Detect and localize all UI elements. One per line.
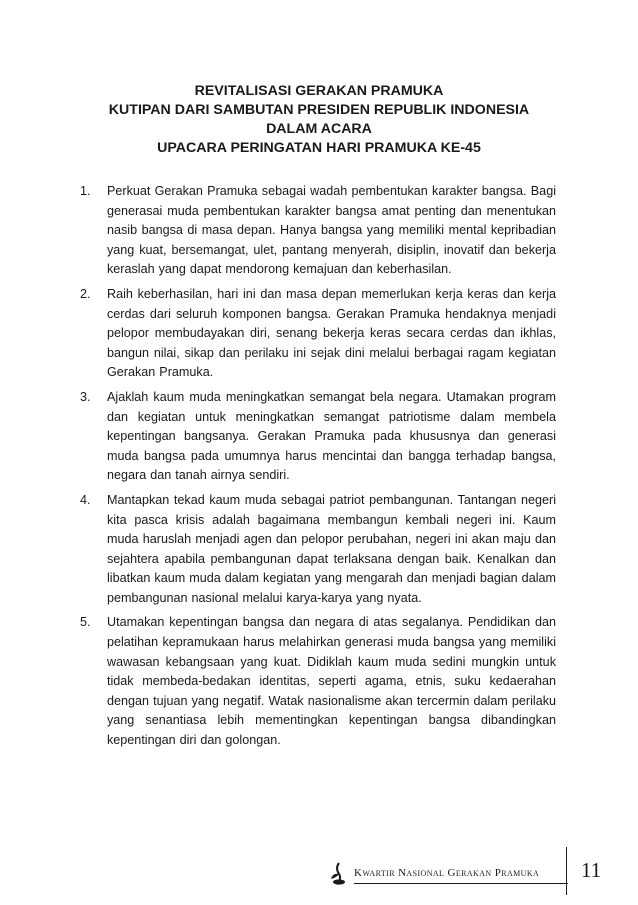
document-heading [40, 82, 598, 158]
list-item-text: Utamakan kepentingan bangsa dan negara di atas segalanya. Pendidikan dan pelatihan kepramukaan harus melahirkan generasi muda bangsa yang memiliki wawasan kebangsaan yang kuat. Didiklah kaum muda sedini mungkin untuk tidak membeda-bedakan identitas, seperti agama, etnis, suku kedaerahan dengan tujuan yang negatif. Watak nasionalisme akan tercermin dalam perilaku yang senantiasa lebih mementingkan kepentingan bangsa dibandingkan kepentingan diri dan golongan. [107, 615, 556, 748]
list-item [80, 491, 556, 609]
list-item-text: Mantapkan tekad kaum muda sebagai patriot pembangunan. Tantangan negeri kita pasca krisis adalah bagaimana membangun kembali negeri ini. Kaum muda haruslah menjadi agen dan pelopor perubahan, negeri ini akan maju dan sejahtera apabila pembangunan dapat terlaksana dengan baik. Kenalkan dan libatkan kaum muda dalam kegiatan yang mengarah dan menjadi bagian dalam pembangunan nasional melalui karya-karya yang nyata. [107, 492, 556, 605]
tunas-kelapa-logo-icon [328, 861, 350, 885]
list-item-text: Perkuat Gerakan Pramuka sebagai wadah pembentukan karakter bangsa. Bagi generasai muda pembentukan karakter bangsa amat penting dan menentukan nasib bangsa di masa depan. Hanya bangsa yang memiliki mental kepribadian yang kuat, bersemangat, ulet, pantang menyerah, disiplin, inovatif dan bekerja keraslah yang dapat mendorong kemajuan dan keberhasilan. [107, 184, 556, 277]
list-item-number: 5. [80, 615, 91, 630]
heading-line-3: DALAM ACARA [266, 121, 372, 137]
list-item-number: 4. [80, 492, 91, 507]
list-item-number: 1. [80, 184, 91, 198]
page-number: 11 [581, 858, 602, 882]
list-item-number: 3. [80, 389, 91, 404]
heading-line-4: UPACARA PERINGATAN HARI PRAMUKA KE-45 [157, 140, 481, 156]
list-item [80, 613, 556, 750]
footer-rule [354, 883, 568, 884]
list-item [80, 285, 556, 383]
list-item-text: Raih keberhasilan, hari ini dan masa depan memerlukan kerja keras dan kerja cerdas dari seluruh komponen bangsa. Gerakan Pramuka hendaknya menjadi pelopor membudayakan diri, senang bekerja keras secara cerdas dan ikhlas, bangun nilai, sikap dan perilaku ini sejak dini melalui berbagai ragam kegiatan Gerakan Pramuka. [107, 286, 556, 380]
heading-line-2: KUTIPAN DARI SAMBUTAN PRESIDEN REPUBLIK INDONESIA [108, 102, 530, 118]
list-item-text: Ajaklah kaum muda meningkatkan semangat bela negara. Utamakan program dan kegiatan untuk meningkatkan semangat patriotisme dalam membela kepentingan bangsanya. Gerakan Pramuka pada khususnya dan generasi muda bangsa pada umumnya harus mencintai dan bangga terhadap bangsa, negara dan tanah airnya sendiri. [107, 389, 556, 483]
numbered-list [80, 182, 556, 756]
list-item [80, 182, 556, 280]
list-item [80, 388, 556, 486]
footer-divider [566, 847, 567, 895]
page-footer [328, 860, 568, 886]
heading-line-1: REVITALISASI GERAKAN PRAMUKA [194, 83, 444, 99]
publisher-name: Kwartir Nasional Gerakan Pramuka [354, 867, 540, 879]
list-item-number: 2. [80, 286, 91, 301]
